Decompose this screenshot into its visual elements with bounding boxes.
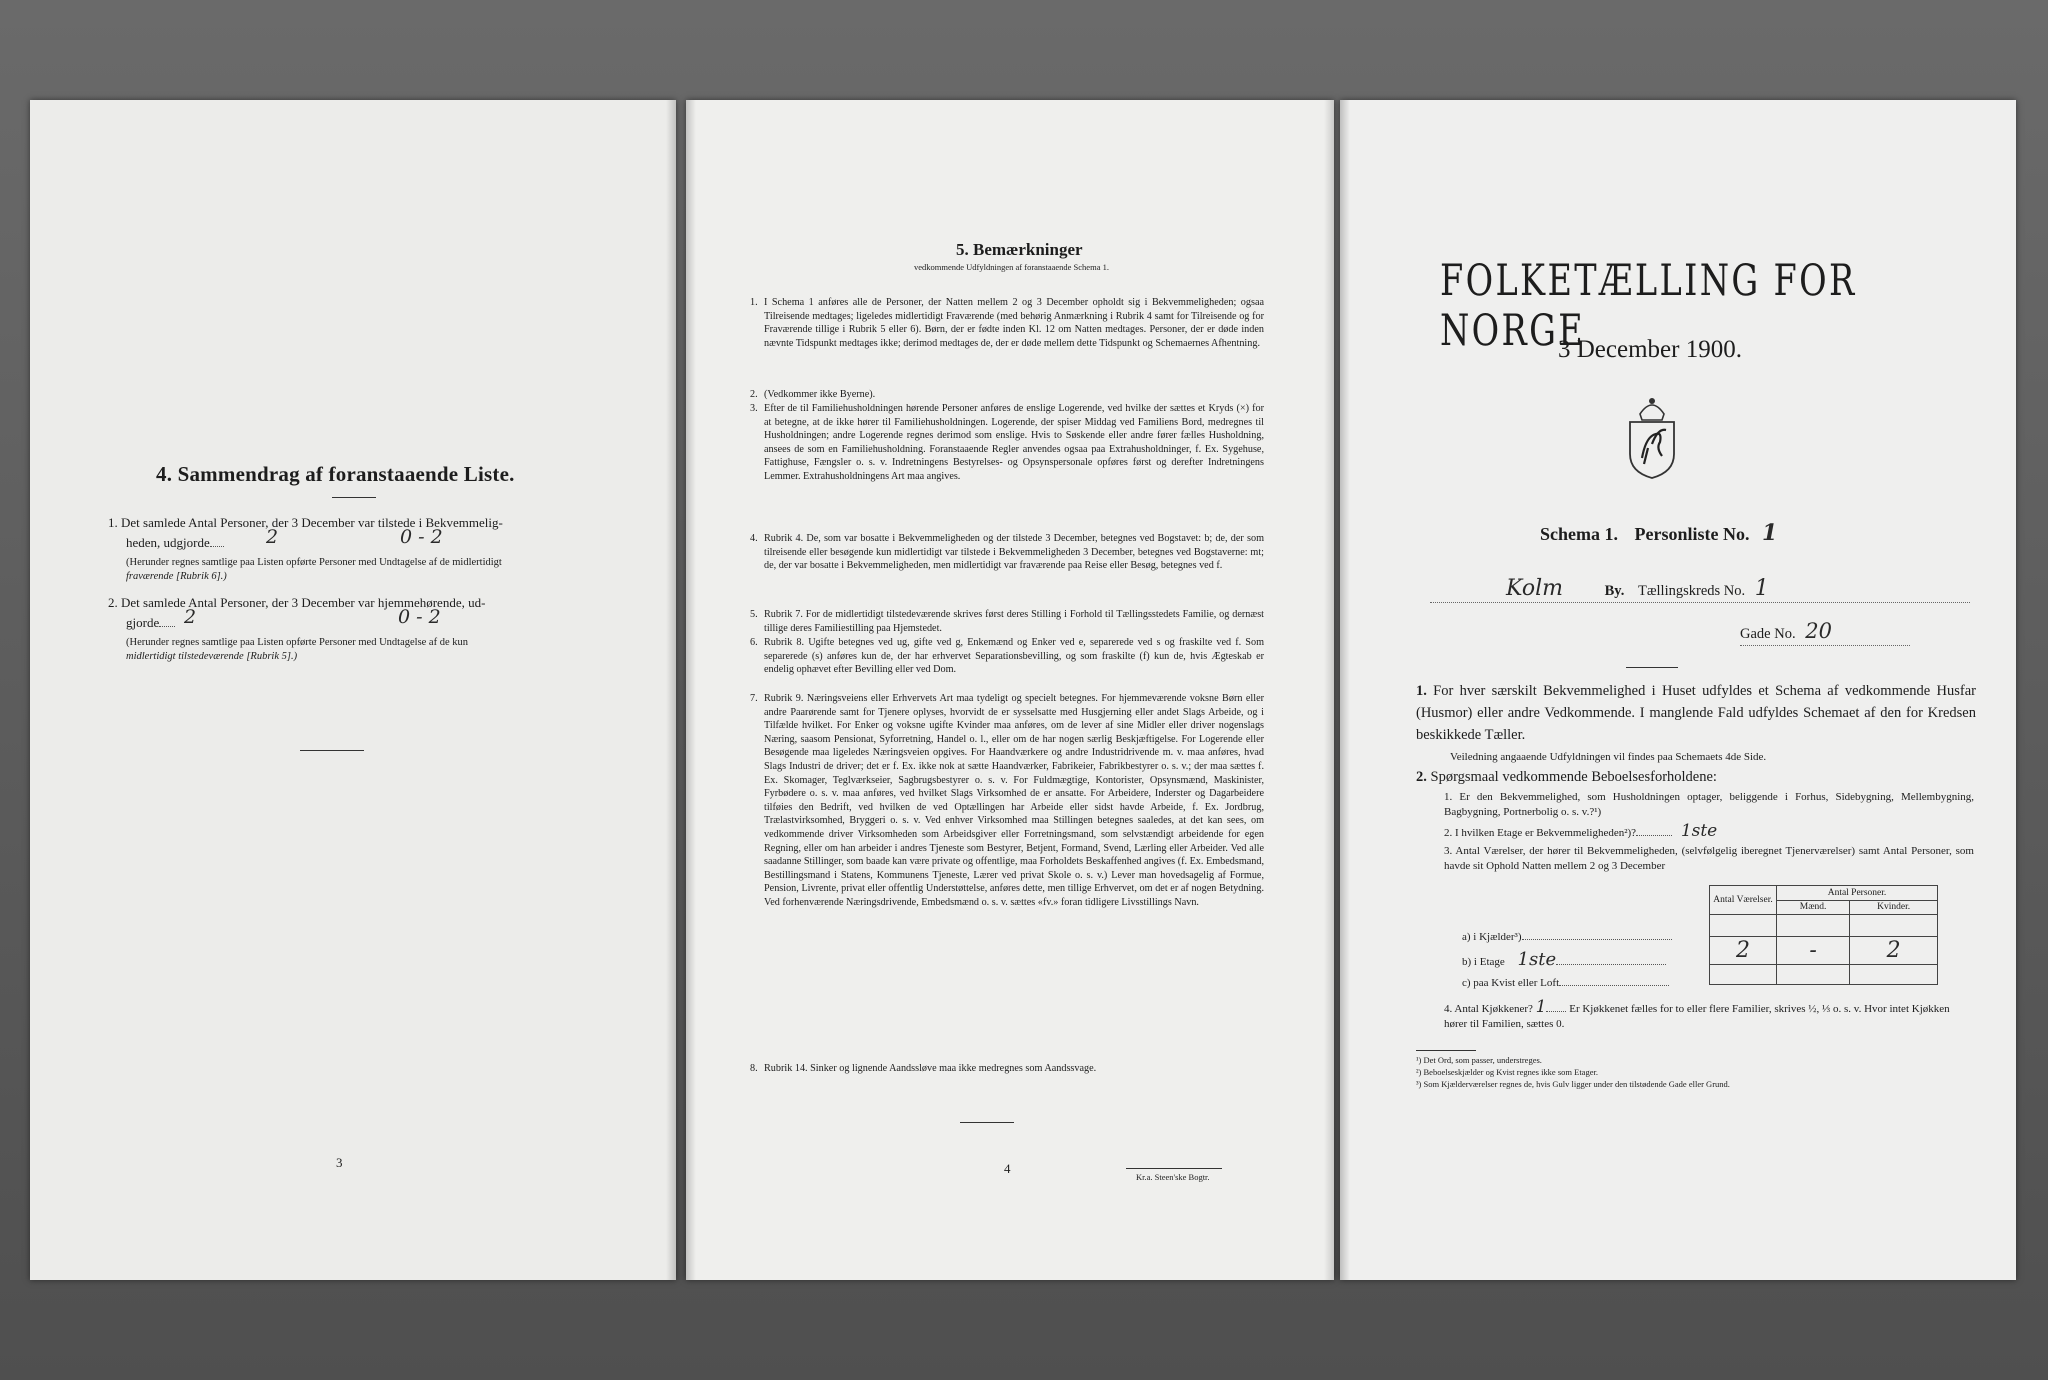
- printer-imprint: Kr.a. Steen'ske Bogtr.: [1136, 1172, 1210, 1182]
- item-text: Det samlede Antal Personer, der 3 December var hjemmehørende, ud-: [121, 595, 486, 610]
- sub-question-1: 1. Er den Bekvemmelighed, som Husholdningen optager, beliggende i Forhus, Sidebygning, Mellembygning, Bagbygning, Portnerbolig o. s. v.?¹): [1444, 791, 1974, 818]
- women-col-header: Kvinder.: [1850, 900, 1938, 915]
- remark-item: 1. I Schema 1 anføres alle de Personer, der Natten mellem 2 og 3 December opholdt sig i Bekvemmeligheden; ogsaa Tilreisende medtages; ligeledes midlertidigt Fraværende (med behørig Anmærkning i Rubrik 4 samt for Tilreisende og for Fraværende tillige i Rubrik 5 eller 6). Børn, der er fødte inden Kl. 12 om Natten medtages. Personer, der er døde inden nævnte Tidspunkt medtages ikke; derimod medtages de, der er døde mellem dette Tidspunkt og Schemaernes Afhentning.: [750, 297, 1264, 349]
- remark-item: 6. Rubrik 8. Ugifte betegnes ved ug, gifte ved g, Enkemænd og Enker ved e, separerede ved s og fraskilte ved f. Som separerede (s) anføres kun de, der har erhvervet Separationsbevilling, og som fraskilte (f) kun de, hvis Ægteskab er endelig ophævet efter Bevilling eller ved Dom.: [750, 637, 1264, 676]
- table-cell: [1850, 965, 1938, 985]
- town-name: Kolm: [1506, 576, 1563, 601]
- item-text: heden, udgjorde: [126, 535, 210, 550]
- street-label: Gade No.: [1740, 626, 1796, 642]
- remarks-subheading: vedkommende Udfyldningen af foranstaaende Schema 1.: [914, 262, 1109, 272]
- handwritten-split: 0 - 2: [398, 606, 441, 628]
- ornament-rule: [1626, 667, 1678, 668]
- street-line: [1740, 620, 1910, 646]
- left-page: [30, 100, 676, 1280]
- page-number: 4: [1004, 1161, 1011, 1176]
- item-note: fraværende [Rubrik 6].): [126, 571, 227, 582]
- footnote: ²) Beboelseskjælder og Kvist regnes ikke som Etager.: [1416, 1067, 1598, 1077]
- summary-item-1-line2: [126, 534, 224, 552]
- handwritten-split: 0 - 2: [400, 526, 443, 548]
- sub-question-4: 4. Antal Kjøkkener? 1 Er Kjøkkenet fælles for to eller flere Familier, skrives ½, ⅓ o. s. v. Hvor intet Kjøkken hører til Familien, sættes 0.: [1444, 997, 1950, 1030]
- remarks-heading: 5. Bemærkninger: [956, 240, 1083, 259]
- table-cell: [1710, 965, 1777, 985]
- personliste-label: Personliste No.: [1634, 524, 1750, 544]
- sub-question-3: 3. Antal Værelser, der hører til Bekvemmeligheden, (selvfølgelig iberegnet Tjenerværelser) samt Antal Personer, som havde sit Ophold Natten mellem 2 og 3 December: [1444, 845, 1974, 872]
- spine-shadow: [1324, 100, 1334, 1280]
- remark-item: 2. (Vedkommer ikke Byerne).: [750, 389, 876, 400]
- item-number: 1.: [108, 515, 118, 530]
- question-1-note: Veiledning angaaende Udfyldningen vil findes paa Schemaets 4de Side.: [1450, 751, 1767, 763]
- row-label: a) i Kjælder³): [1462, 930, 1672, 945]
- page-number: 3: [336, 1155, 343, 1170]
- spine-shadow: [1340, 100, 1350, 1280]
- footnotes: [1416, 1054, 1730, 1090]
- persons-col-header: Antal Personer.: [1777, 886, 1938, 901]
- item-number: 2.: [108, 595, 118, 610]
- rooms-col-header: Antal Værelser.: [1710, 886, 1777, 915]
- coat-of-arms-icon: [1622, 392, 1682, 480]
- question-2: 2. Spørgsmaal vedkommende Beboelsesforholdene:: [1416, 769, 1717, 785]
- item-note: (Herunder regnes samtlige paa Listen opførte Personer med Undtagelse af de midlertidigt: [126, 557, 502, 568]
- footnote: ¹) Det Ord, som passer, understreges.: [1416, 1055, 1542, 1065]
- personliste-number: 1: [1761, 520, 1778, 546]
- item-note: (Herunder regnes samtlige paa Listen opførte Personer med Undtagelse af de kun: [126, 637, 469, 648]
- row-label: c) paa Kvist eller Loft: [1462, 976, 1669, 991]
- summary-item-2-line2: [126, 614, 175, 632]
- street-number: 20: [1805, 619, 1832, 643]
- item-text: Det samlede Antal Personer, der 3 December var tilstede i Bekvemmelig-: [121, 515, 503, 530]
- heading-rule: [332, 497, 376, 498]
- printer-rule: [1126, 1168, 1222, 1169]
- spine-shadow: [666, 100, 676, 1280]
- sub-question-2: 2. I hvilken Etage er Bekvemmeligheden²)? 1ste: [1444, 821, 1718, 841]
- district-number: 1: [1754, 576, 1769, 601]
- census-title: FOLKETÆLLING FOR NORGE: [1440, 256, 1857, 356]
- remark-item: 4. Rubrik 4. De, som var bosatte i Bekvemmeligheden og der tilstede 3 December, betegnes ved Bogstavet: b; de, der som tilreisende eller besøgende kun midlertidigt var tilstede i Bekvemmeligheden 3 December, betegnes ved Bogstaverne: mt; de, der var bosatte i Bekvemmeligheden, men midlertidigt var fraværende paa Reise eller Besøg, betegnes ved f.: [750, 533, 1264, 572]
- location-line: [1430, 578, 1970, 603]
- table-cell: -: [1777, 937, 1850, 965]
- schema-line: [1540, 520, 1777, 546]
- middle-page: [686, 100, 1334, 1280]
- item-text: gjorde: [126, 615, 160, 630]
- summary-heading: 4. Sammendrag af foranstaaende Liste.: [156, 462, 515, 486]
- section-divider: [300, 750, 364, 751]
- remark-item: 7. Rubrik 9. Næringsveiens eller Erhvervets Art maa tydeligt og specielt betegnes. For hjemmeværende voksne Børn eller andre Paarørende samt for Tjenere oplyses, hvorvidt de er sysselsatte med Husgjerning eller andet Slags Arbeide, og i Tilfælde hvilket. For Enker og voksne ugifte Kvinder maa anføres, om de lever af sine Midler eller driver nogenslags Næring, saasom Pensionat, Syforretning, Handel o. l., eller om de har nogen særlig Beskjæftigelse. For Logerende eller Besøgende maa ligeledes Næringsveien opgives. For Haandværkere og andre Industridrivende m. v. maa anføres, hvad Slags Industri de driver; det er f. Ex. ikke nok at sætte Haandværker, Fabrikeier, Fabrikbestyrer o. s. v.; der maa sættes f. Ex. Skomager, Teglværkseier, Sagbrugsbestyrer o. s. v. For Fuldmægtige, Kontorister, Opsynsmænd, Maskinister, Fyrbødere o. s. v. maa anføres, ved hvilket Slags Virksomhed de er ansatte. For Arbeidere, Inderster og Dagarbeidere tilføies den Bedrift, ved hvilken de ved Optællingen har Arbeide eller sidst havde Arbeide, f. Ex. Jordbrug, Trælastvirksomhed, Bryggeri o. s. v. Ved enhver Virksomhed maa Stillingen betegnes saaledes, at det kan sees, om vedkommende driver Virksomheden som Arbeidsgiver eller Forretningsmand, som selvstændigt arbeidende for egen Regning, eller om han arbeider i andres Tjeneste som Bestyrer, Betjent, Formand, Svend, Lærling eller Arbeider. Ved alle saadanne Stillinger, som baade kan være private og offentlige, maa Forholdets Beskaffenhed angives (f. Ex. Embedsmand, Bestillingsmand i Statens, Kommunens Tjeneste, Lærer ved privat Skole o. s. v.) Lever man hovedsagelig af Formue, Pension, Livrente, privat eller offentlig Understøttelse, anføres dette, men tillige Erhvervet, om det er af nogen Betydning. Ved forhenværende Næringsdrivende, Embedsmænd o. s. v. sættes «fv.» foran tidligere Livsstillings Navn.: [750, 693, 1264, 908]
- table-cell: 2: [1710, 937, 1777, 965]
- floor-answer: 1ste: [1680, 821, 1718, 841]
- district-label: Tællingskreds No.: [1638, 583, 1746, 599]
- census-date: 3 December 1900.: [1558, 336, 1742, 363]
- question-1: 1. For hver særskilt Bekvemmelighed i Huset udfyldes et Schema af vedkommende Husfar (Husmor) eller andre Vedkommende. I manglende Fald udfyldes Schemaet af den for Kredsen beskikkede Tæller.: [1416, 683, 1976, 743]
- footnote: ³) Som Kjælderværelser regnes de, hvis Gulv ligger under den tilstødende Gade eller Grund.: [1416, 1079, 1730, 1089]
- table-cell: [1850, 915, 1938, 937]
- remark-item: 5. Rubrik 7. For de midlertidigt tilstedeværende skrives først deres Stilling i Forhold til Tællingsstedets Familie, og dernæst tillige deres Familiestilling paa Hjemstedet.: [750, 609, 1264, 634]
- table-cell: 2: [1850, 937, 1938, 965]
- handwritten-count: 2: [266, 526, 279, 548]
- men-col-header: Mænd.: [1777, 900, 1850, 915]
- section-divider: [960, 1122, 1014, 1123]
- schema-label: Schema 1.: [1540, 524, 1618, 544]
- footnote-rule: [1416, 1050, 1476, 1051]
- right-page: [1340, 100, 2016, 1280]
- handwritten-count: 2: [184, 606, 197, 628]
- item-note: midlertidigt tilstedeværende [Rubrik 5].): [126, 651, 298, 662]
- town-label: By.: [1604, 583, 1625, 599]
- table-cell: [1777, 915, 1850, 937]
- remark-item: 3. Efter de til Familiehusholdningen hørende Personer anføres de enslige Logerende, ved hvilke der sættes et Kryds (×) for at betegne, at de ikke hører til Familiehusholdningen. Logerende, der spiser Middag ved Familiens Bord, medregnes til Husholdningen; andre Logerende regnes derimod som enslige. Hvis to Søskende eller andre fører fælles Husholdning, ansees de som en Familiehusholdning. Foranstaaende Regler anvendes ogsaa paa Extrahusholdninger, f. Ex. Sygehuse, Fattighuse, Fængsler o. s. v. Indretningens Bestyrelses- og Opsynspersonale opføres først og derefter Indretningens Lemmer. Extrahusholdningens Art maa angives.: [750, 403, 1264, 482]
- summary-item-1: [108, 514, 648, 532]
- table-cell: [1710, 915, 1777, 937]
- kitchen-answer: 1: [1535, 997, 1547, 1017]
- rooms-table: [1709, 885, 1938, 985]
- spine-shadow: [686, 100, 696, 1280]
- floor-answer: 1ste: [1517, 949, 1557, 970]
- row-label: b) i Etage 1ste: [1462, 952, 1666, 970]
- remark-item: 8. Rubrik 14. Sinker og lignende Aandssløve maa ikke medregnes som Aandssvage.: [750, 1063, 1097, 1074]
- table-cell: [1777, 965, 1850, 985]
